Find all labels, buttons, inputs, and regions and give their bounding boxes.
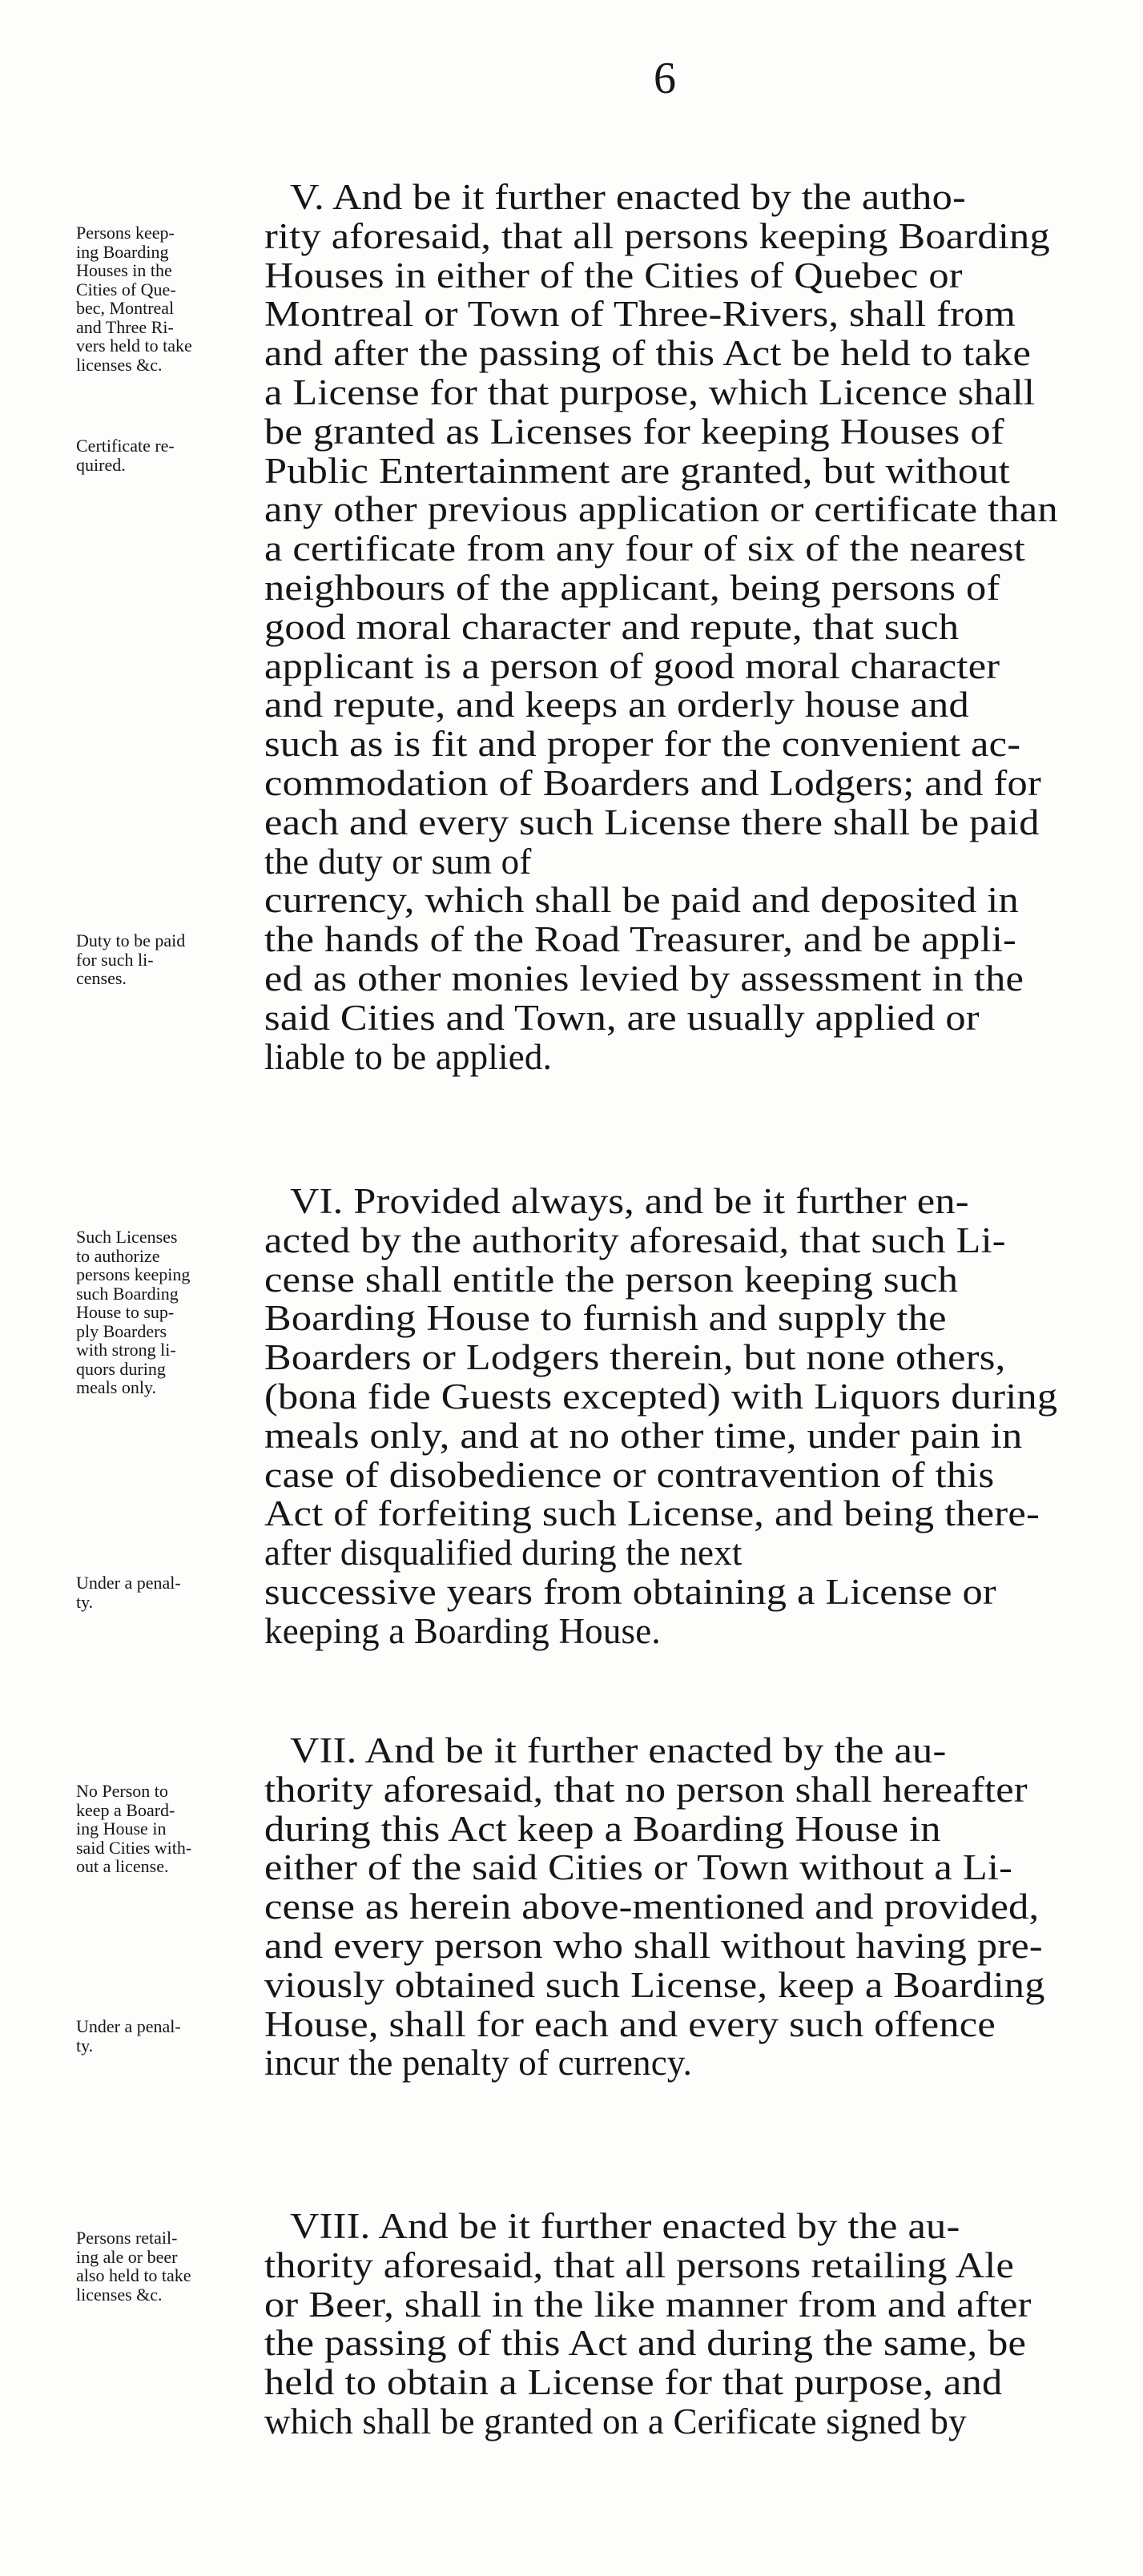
margin-note-line: Houses in the bbox=[76, 260, 172, 280]
text-line: thority aforesaid, that all persons retailing Ale bbox=[264, 2244, 1015, 2285]
text-line: VIII. And be it further enacted by the au- bbox=[290, 2206, 960, 2246]
text-line: after disqualified during the next bbox=[264, 1533, 743, 1573]
text-line: a License for that purpose, which Licence shall bbox=[264, 372, 1036, 412]
text-line: thority aforesaid, that no person shall hereafter bbox=[264, 1769, 1028, 1810]
text-line: V. And be it further enacted by the autho- bbox=[290, 177, 967, 217]
text-line: and repute, and keeps an orderly house and bbox=[264, 685, 969, 725]
text-line: either of the said Cities or Town without a Li- bbox=[264, 1847, 1013, 1888]
text-line: VII. And be it further enacted by the au- bbox=[290, 1730, 947, 1770]
text-line: a certificate from any four of six of the nearest bbox=[264, 528, 1025, 569]
text-line: liable to be applied. bbox=[264, 1036, 553, 1077]
margin-note-line: No Person to bbox=[76, 1781, 168, 1801]
margin-note-line: and Three Ri- bbox=[76, 316, 174, 337]
margin-note-line: with strong li- bbox=[76, 1340, 176, 1360]
margin-note-line: vers held to take bbox=[76, 336, 192, 356]
text-line: cense shall entitle the person keeping such bbox=[264, 1259, 959, 1300]
margin-note-line: persons keeping bbox=[76, 1264, 191, 1284]
text-line: said Cities and Town, are usually applied or bbox=[264, 997, 980, 1038]
margin-note-line: Under a penal- bbox=[76, 2016, 181, 2036]
margin-note-line: Such Licenses bbox=[76, 1227, 178, 1247]
text-line: incur the penalty of currency. bbox=[264, 2043, 693, 2084]
text-line: and after the passing of this Act be held to take bbox=[264, 333, 1032, 374]
margin-note-line: licenses &c. bbox=[76, 2284, 163, 2305]
text-line: which shall be granted on a Cerificate signed by bbox=[264, 2401, 967, 2441]
text-line: keeping a Boarding House. bbox=[264, 1610, 661, 1651]
margin-note-line: said Cities with- bbox=[76, 1837, 192, 1858]
text-line: Boarding House to furnish and supply the bbox=[264, 1298, 947, 1339]
page-number: 6 bbox=[654, 54, 676, 103]
margin-note-line: Certificate re- bbox=[76, 436, 175, 456]
text-line: Montreal or Town of Three-Rivers, shall from bbox=[264, 294, 1016, 335]
margin-note-line: ty. bbox=[76, 1591, 94, 1612]
margin-note-line: to authorize bbox=[76, 1245, 160, 1266]
text-line: such as is fit and proper for the convenient ac- bbox=[264, 724, 1021, 765]
text-line: cense as herein above-mentioned and provided, bbox=[264, 1887, 1040, 1927]
text-line: or Beer, shall in the like manner from and after bbox=[264, 2284, 1032, 2325]
margin-note-line: ty. bbox=[76, 2035, 94, 2056]
text-line: and every person who shall without having pre- bbox=[264, 1926, 1043, 1966]
text-line: VI. Provided always, and be it further en- bbox=[290, 1181, 969, 1221]
text-line: Public Entertainment are granted, but without bbox=[264, 450, 1011, 491]
text-line: (bona fide Guests excepted) with Liquors during bbox=[264, 1376, 1058, 1417]
text-line: viously obtained such License, keep a Boarding bbox=[264, 1964, 1045, 2005]
margin-note-line: Cities of Que- bbox=[76, 279, 176, 299]
margin-note-line: bec, Montreal bbox=[76, 298, 175, 318]
margin-note-line: ing Boarding bbox=[76, 241, 169, 262]
text-line: during this Act keep a Boarding House in bbox=[264, 1808, 941, 1849]
text-line: Boarders or Lodgers therein, but none others, bbox=[264, 1337, 1006, 1378]
margin-note-line: meals only. bbox=[76, 1377, 156, 1397]
margin-note-line: Duty to be paid bbox=[76, 930, 186, 950]
text-line: the duty or sum of bbox=[264, 841, 532, 882]
margin-note-line: ing ale or beer bbox=[76, 2246, 178, 2267]
text-line: neighbours of the applicant, being persons of bbox=[264, 568, 1000, 608]
margin-note-line: ply Boarders bbox=[76, 1320, 167, 1341]
text-line: currency, which shall be paid and deposited in bbox=[264, 880, 1019, 921]
margin-note-line: House to sup- bbox=[76, 1302, 175, 1322]
text-line: rity aforesaid, that all persons keeping Boarding bbox=[264, 215, 1050, 256]
margin-note-line: out a license. bbox=[76, 1856, 169, 1876]
text-line: successive years from obtaining a License or bbox=[264, 1572, 996, 1612]
text-line: any other previous application or certificate than bbox=[264, 489, 1058, 530]
text-line: good moral character and repute, that such bbox=[264, 606, 960, 647]
margin-note-line: Persons retail- bbox=[76, 2228, 178, 2248]
margin-note-line: licenses &c. bbox=[76, 354, 163, 375]
margin-note-line: censes. bbox=[76, 968, 127, 988]
text-line: held to obtain a License for that purpose, and bbox=[264, 2362, 1003, 2403]
text-line: each and every such License there shall be paid bbox=[264, 802, 1040, 842]
margin-note-line: for such li- bbox=[76, 949, 154, 970]
text-line: case of disobedience or contravention of this bbox=[264, 1454, 995, 1495]
text-line: commodation of Boarders and Lodgers; and for bbox=[264, 763, 1042, 803]
text-line: Act of forfeiting such License, and being there- bbox=[264, 1493, 1040, 1534]
text-line: the passing of this Act and during the same, be bbox=[264, 2323, 1027, 2364]
margin-note-line: quors during bbox=[76, 1358, 166, 1379]
text-line: ed as other monies levied by assessment in the bbox=[264, 958, 1024, 999]
text-line: applicant is a person of good moral character bbox=[264, 645, 1000, 686]
text-line: the hands of the Road Treasurer, and be appli- bbox=[264, 919, 1017, 960]
text-line: House, shall for each and every such offence bbox=[264, 2003, 996, 2044]
margin-note-line: keep a Board- bbox=[76, 1799, 175, 1820]
text-line: Houses in either of the Cities of Quebec or bbox=[264, 255, 963, 295]
text-line: acted by the authority aforesaid, that such Li- bbox=[264, 1220, 1006, 1260]
margin-note-line: quired. bbox=[76, 454, 126, 475]
margin-note-line: Under a penal- bbox=[76, 1573, 181, 1593]
margin-note-line: also held to take bbox=[76, 2265, 191, 2285]
margin-note-line: ing House in bbox=[76, 1818, 167, 1839]
text-line: meals only, and at no other time, under pain in bbox=[264, 1415, 1023, 1456]
margin-note-line: Persons keep- bbox=[76, 223, 175, 243]
margin-note-line: such Boarding bbox=[76, 1283, 179, 1304]
text-line: be granted as Licenses for keeping Houses of bbox=[264, 411, 1004, 452]
